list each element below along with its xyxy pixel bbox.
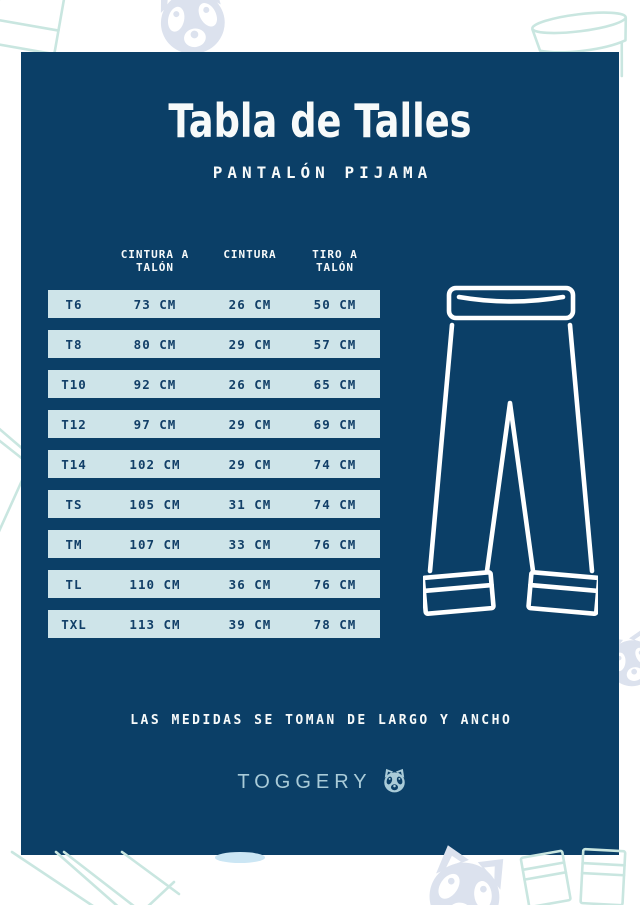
table-row xyxy=(48,370,380,398)
cell-tiro-a-talon: 78 CM xyxy=(313,616,357,632)
page-title: Tabla de Talles xyxy=(168,94,472,148)
cell-tiro-a-talon: 65 CM xyxy=(313,376,357,392)
table-row xyxy=(48,530,380,558)
pant-leg-lines-icon xyxy=(0,852,204,905)
blob-pattern-icon xyxy=(215,852,265,863)
cell-cintura: 29 CM xyxy=(228,456,272,472)
cell-tiro-a-talon: 74 CM xyxy=(313,496,357,512)
column-header-cintura-a-talon: CINTURA A TALÓN xyxy=(120,248,190,274)
cell-cintura: 33 CM xyxy=(228,536,272,552)
size-label: T8 xyxy=(65,336,83,352)
cell-tiro-a-talon: 76 CM xyxy=(313,536,357,552)
size-label: TS xyxy=(65,496,83,512)
cell-cintura-a-talon: 110 CM xyxy=(129,576,181,592)
cell-cintura-a-talon: 92 CM xyxy=(133,376,177,392)
size-label: T10 xyxy=(61,376,87,392)
cell-tiro-a-talon: 50 CM xyxy=(313,296,357,312)
cell-cintura-a-talon: 113 CM xyxy=(129,616,181,632)
cell-cintura-a-talon: 107 CM xyxy=(129,536,181,552)
size-label: TXL xyxy=(61,616,87,632)
size-label: TM xyxy=(65,536,83,552)
cell-cintura: 36 CM xyxy=(228,576,272,592)
pajama-pants-outline-icon xyxy=(423,278,598,626)
cell-cintura: 29 CM xyxy=(228,416,272,432)
cell-cintura: 31 CM xyxy=(228,496,272,512)
cell-tiro-a-talon: 57 CM xyxy=(313,336,357,352)
table-row xyxy=(48,610,380,638)
cell-cintura-a-talon: 73 CM xyxy=(133,296,177,312)
size-label: T14 xyxy=(61,456,87,472)
cell-cintura: 29 CM xyxy=(228,336,272,352)
table-row xyxy=(48,570,380,598)
table-row xyxy=(48,450,380,478)
column-header-size xyxy=(48,248,100,274)
cell-cintura-a-talon: 97 CM xyxy=(133,416,177,432)
cell-cintura: 26 CM xyxy=(228,376,272,392)
cell-cintura-a-talon: 80 CM xyxy=(133,336,177,352)
column-header-cintura: CINTURA xyxy=(223,248,277,261)
table-row xyxy=(48,490,380,518)
brand-name: TOGGERY xyxy=(237,771,372,793)
page-subtitle: PANTALÓN PIJAMA xyxy=(212,163,433,182)
cell-tiro-a-talon: 74 CM xyxy=(313,456,357,472)
table-row xyxy=(48,410,380,438)
size-label: TL xyxy=(65,576,83,592)
cell-tiro-a-talon: 76 CM xyxy=(313,576,357,592)
cell-cintura-a-talon: 105 CM xyxy=(129,496,181,512)
brand-logo xyxy=(21,768,619,797)
folded-cuffs-icon xyxy=(520,850,630,905)
cell-cintura: 26 CM xyxy=(228,296,272,312)
size-table xyxy=(48,248,380,650)
size-label: T6 xyxy=(65,296,83,312)
cell-cintura-a-talon: 102 CM xyxy=(129,456,181,472)
table-header-row xyxy=(48,248,380,274)
table-row xyxy=(48,290,380,318)
raccoon-icon xyxy=(381,768,408,797)
size-label: T12 xyxy=(61,416,87,432)
pants-outline-icon xyxy=(0,0,244,58)
cell-tiro-a-talon: 69 CM xyxy=(313,416,357,432)
chart-panel xyxy=(21,52,619,855)
cell-cintura: 39 CM xyxy=(228,616,272,632)
column-header-tiro-a-talon: TIRO A TALÓN xyxy=(312,248,358,274)
table-row xyxy=(48,330,380,358)
measurement-note: LAS MEDIDAS SE TOMAN DE LARGO Y ANCHO xyxy=(130,713,513,728)
